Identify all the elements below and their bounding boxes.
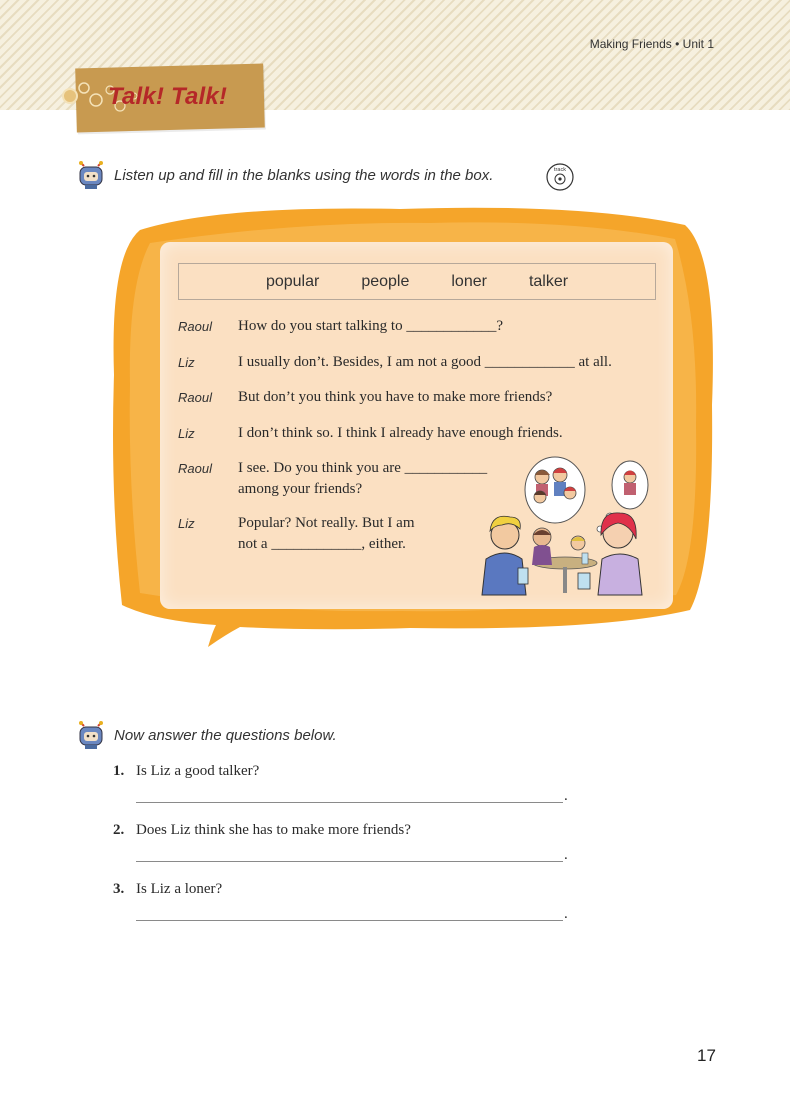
question-text: Is Liz a good talker? xyxy=(136,763,260,779)
running-head: Making Friends • Unit 1 xyxy=(589,37,714,51)
word-box-item: popular xyxy=(265,272,320,290)
answer-line[interactable] xyxy=(136,802,563,803)
answer-line[interactable] xyxy=(136,861,563,862)
dialogue-line: I don’t think so. I think I already have enough friends. xyxy=(238,425,563,441)
dialogue-line: But don’t you think you have to make more friends? xyxy=(238,389,553,405)
dialogue-line: Popular? Not really. But I am xyxy=(238,515,415,531)
question-text: Does Liz think she has to make more friends? xyxy=(136,822,411,838)
word-box-item: talker xyxy=(528,272,569,290)
speaker-name: Raoul xyxy=(178,390,212,405)
word-box xyxy=(178,263,656,300)
speaker-name: Raoul xyxy=(178,461,212,476)
dialogue-line: I see. Do you think you are ___________ xyxy=(238,460,488,476)
answer-end-mark: . xyxy=(564,847,568,863)
dialogue-line: not a ____________, either. xyxy=(238,536,406,552)
word-box-item: people xyxy=(361,272,410,290)
robot-answer-icon xyxy=(76,720,106,750)
speaker-name: Liz xyxy=(178,516,195,531)
section-title: Talk! Talk! xyxy=(108,83,228,110)
dialogue-line: among your friends? xyxy=(238,481,363,497)
answer-end-mark: . xyxy=(564,906,568,922)
dialogue-line: I usually don’t. Besides, I am not a good ____________ at all. xyxy=(238,354,612,370)
robot-listen-icon xyxy=(76,160,106,190)
track-label: track xyxy=(554,167,566,173)
questions-instruction: Now answer the questions below. xyxy=(114,727,337,744)
speaker-name: Raoul xyxy=(178,319,212,334)
question-text: Is Liz a loner? xyxy=(136,881,223,897)
speaker-name: Liz xyxy=(178,426,195,441)
listening-instruction: Listen up and fill in the blanks using the words in the box. xyxy=(114,167,494,184)
question-number: 2. xyxy=(113,822,125,838)
question-number: 3. xyxy=(113,881,125,897)
audio-track-cd-icon[interactable] xyxy=(545,162,575,192)
word-box-item: loner xyxy=(451,272,487,290)
speaker-name: Liz xyxy=(178,355,195,370)
dialogue-line: How do you start talking to ____________? xyxy=(238,318,503,334)
friends-cafe-illustration xyxy=(470,455,670,600)
answer-line[interactable] xyxy=(136,920,563,921)
answer-end-mark: . xyxy=(564,788,568,804)
question-number: 1. xyxy=(113,763,125,779)
page-number: 17 xyxy=(697,1046,716,1065)
